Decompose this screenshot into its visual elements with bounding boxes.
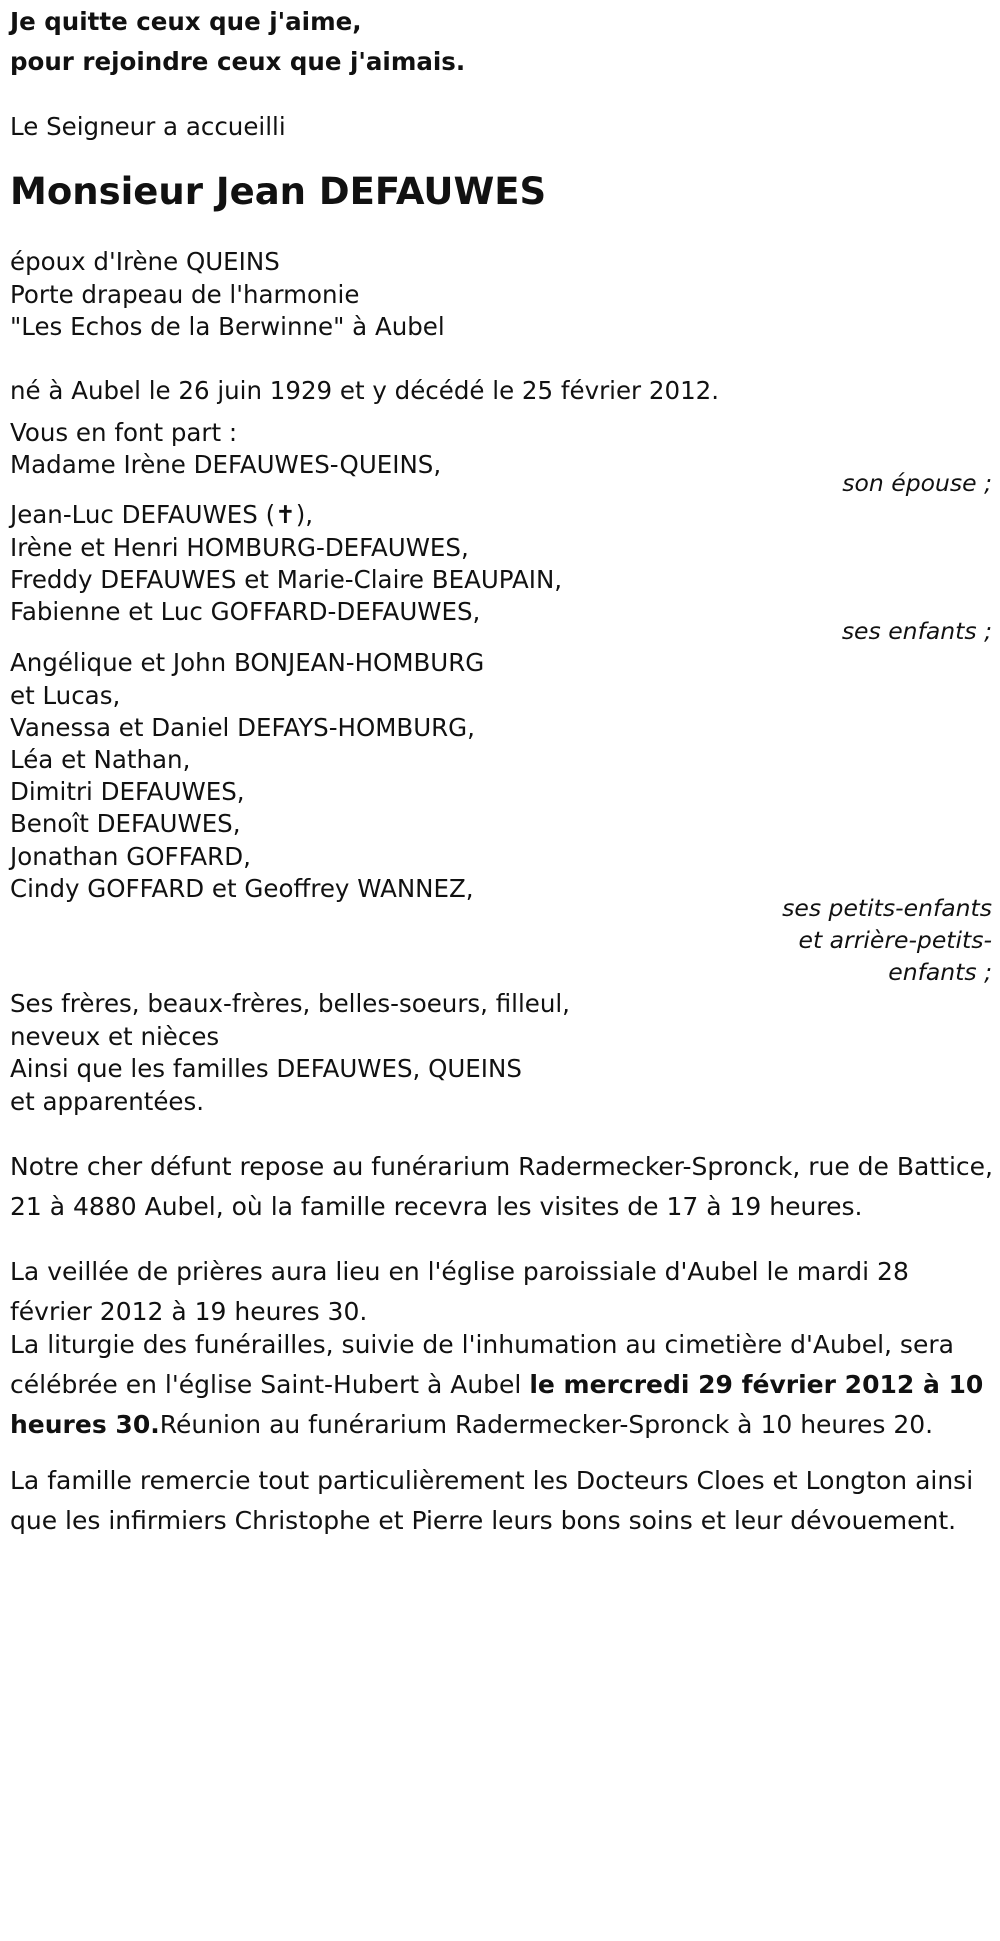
family-line: Ainsi que les familles DEFAUWES, QUEINS xyxy=(10,1054,522,1083)
grandchild-line: Léa et Nathan, xyxy=(10,745,191,774)
child-line: Fabienne et Luc GOFFARD-DEFAUWES, xyxy=(10,597,481,626)
quote-line-2: pour rejoindre ceux que j'aimais. xyxy=(10,47,466,76)
grandchild-line: Dimitri DEFAUWES, xyxy=(10,777,245,806)
announcement-intro: Vous en font part : xyxy=(10,418,238,447)
role-line-2: "Les Echos de la Berwinne" à Aubel xyxy=(10,312,445,341)
thanks-paragraph: La famille remercie tout particulièrement les Docteurs Cloes et Longton ainsi que les infirmiers Christophe et Pierre leurs bons soins et leur dévouement. xyxy=(10,1466,974,1535)
family-line: neveux et nièces xyxy=(10,1022,220,1051)
quote-line-1: Je quitte ceux que j'aime, xyxy=(10,7,362,36)
child-line: Jean-Luc DEFAUWES (✝), xyxy=(10,500,314,529)
funeral-paragraph xyxy=(10,1325,995,1445)
grandchild-line: et Lucas, xyxy=(10,681,121,710)
spouse-role: son épouse ; xyxy=(842,469,992,497)
grandchild-line: Vanessa et Daniel DEFAYS-HOMBURG, xyxy=(10,713,475,742)
grandchildren-role-line: enfants ; xyxy=(888,958,992,986)
grandchild-line: Cindy GOFFARD et Geoffrey WANNEZ, xyxy=(10,874,474,903)
intro-text: Le Seigneur a accueilli xyxy=(10,112,286,141)
grandchild-line: Angélique et John BONJEAN-HOMBURG xyxy=(10,648,485,677)
spouse-line: époux d'Irène QUEINS xyxy=(10,247,280,276)
deceased-name: Monsieur Jean DEFAUWES xyxy=(10,170,547,213)
funeral-text: La liturgie des funérailles, suivie de l'inhumation au cimetière d'Aubel, sera célébrée en l'église Saint-Hubert à Aubel xyxy=(10,1330,954,1399)
grandchild-line: Jonathan GOFFARD, xyxy=(10,842,251,871)
role-line-1: Porte drapeau de l'harmonie xyxy=(10,280,360,309)
funeral-date: le mercredi 29 février 2012 à 10 heures 30. xyxy=(10,1370,984,1439)
family-line: et apparentées. xyxy=(10,1087,205,1116)
grandchildren-role-line: et arrière-petits- xyxy=(798,926,992,954)
children-role: ses enfants ; xyxy=(841,617,992,645)
rest-paragraph: Notre cher défunt repose au funérarium Radermecker-Spronck, rue de Battice, 21 à 4880 Aubel, où la famille recevra les visites de 17 à 19 heures. xyxy=(10,1152,993,1221)
child-line: Irène et Henri HOMBURG-DEFAUWES, xyxy=(10,533,469,562)
vigil-paragraph: La veillée de prières aura lieu en l'église paroissiale d'Aubel le mardi 28 février 2012 à 19 heures 30. xyxy=(10,1257,909,1326)
grandchild-line: Benoît DEFAUWES, xyxy=(10,809,241,838)
family-line: Ses frères, beaux-frères, belles-soeurs, filleul, xyxy=(10,989,570,1018)
child-line: Freddy DEFAUWES et Marie-Claire BEAUPAIN, xyxy=(10,565,563,594)
spouse-name: Madame Irène DEFAUWES-QUEINS, xyxy=(10,450,442,479)
birth-death-line: né à Aubel le 26 juin 1929 et y décédé le 25 février 2012. xyxy=(10,376,720,405)
grandchildren-role-line: ses petits-enfants xyxy=(782,894,992,922)
funeral-meeting: Réunion au funérarium Radermecker-Spronck à 10 heures 20. xyxy=(159,1410,934,1439)
